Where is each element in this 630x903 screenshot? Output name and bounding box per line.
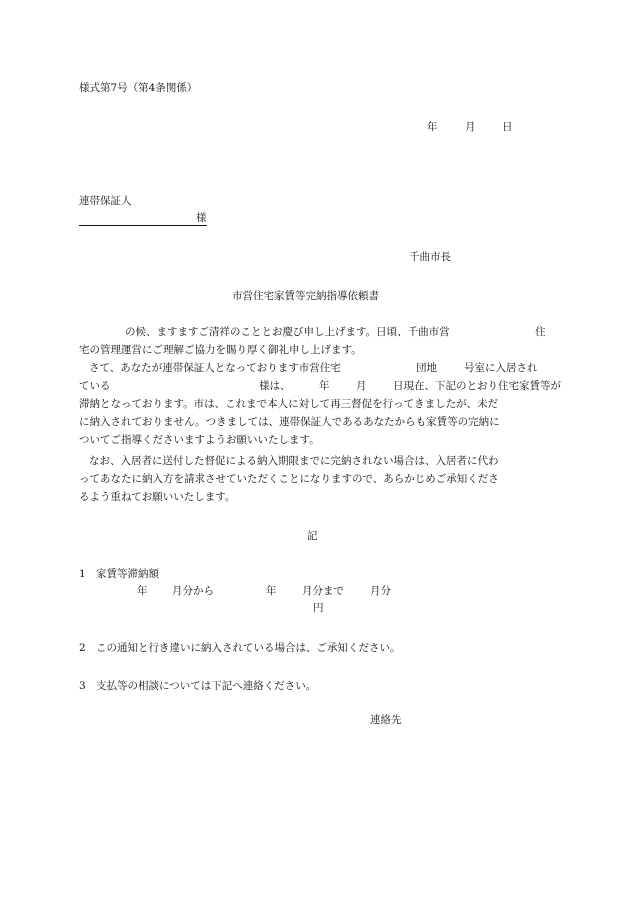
body-p2-line2-rest: 日現在、下記のとおり住宅家賃等が bbox=[393, 380, 561, 392]
item1-from-year: 年 bbox=[137, 585, 148, 597]
body-p3-line3: るよう重ねてお願いいたします。 bbox=[79, 491, 236, 503]
item2-number: 2 bbox=[79, 642, 86, 654]
item1-number: 1 bbox=[79, 568, 86, 580]
item3-number: 3 bbox=[79, 680, 86, 692]
item1-months: 月分 bbox=[370, 585, 391, 597]
item1-to-year: 年 bbox=[266, 585, 277, 597]
body-p2-line2-month: 月 bbox=[356, 380, 367, 392]
addressee-honorific: 様 bbox=[196, 212, 207, 224]
date-day: 日 bbox=[502, 121, 513, 133]
item3-text: 支払等の相談については下記へ連絡ください。 bbox=[96, 680, 317, 692]
body-p2-danchi: 団地 bbox=[416, 362, 437, 374]
body-p2-line2-year: 年 bbox=[319, 380, 330, 392]
body-p1-line1-end: 住 bbox=[535, 326, 546, 338]
item1-yen: 円 bbox=[313, 602, 324, 614]
ki-heading: 記 bbox=[307, 530, 318, 542]
body-p2-line4: に納入されておりません。つきましては、連帯保証人であるあなたからも家賃等の完納に bbox=[79, 416, 500, 428]
body-p2-line1: さて、あなたが連帯保証人となっております市営住宅 bbox=[89, 362, 341, 374]
contact-label: 連絡先 bbox=[370, 714, 402, 726]
body-p1-line1: の候、ますますご清祥のこととお慶び申し上げます。日頃、千曲市営 bbox=[125, 326, 450, 338]
item1-label: 家賃等滞納額 bbox=[96, 568, 159, 580]
date-year: 年 bbox=[427, 121, 438, 133]
body-p1-line2: 宅の管理運営にご理解ご協力を賜り厚く御礼申し上げます。 bbox=[79, 344, 362, 356]
date-line bbox=[427, 120, 513, 134]
addressee-name-line bbox=[79, 225, 207, 226]
date-month: 月 bbox=[465, 121, 476, 133]
body-p2-line2-sama: 様は、 bbox=[259, 380, 291, 392]
body-p2-line5: ついてご指導くださいますようお願いいたします。 bbox=[79, 434, 320, 446]
item1-from-month: 月分から bbox=[172, 585, 214, 597]
item2-text: この通知と行き違いに納入されている場合は、ご承知ください。 bbox=[96, 642, 401, 654]
document-title: 市営住宅家賃等完納指導依頼書 bbox=[232, 290, 379, 302]
form-label: 様式第7号（第4条関係） bbox=[79, 82, 198, 94]
body-p2-line3: 滞納となっております。市は、これまで本人に対して再三督促を行ってきましたが、未だ bbox=[79, 398, 499, 410]
body-p3-line1: なお、入居者に送付した督促による納入期限までに完納されない場合は、入居者に代わ bbox=[89, 455, 499, 467]
item1-to-month: 月分まで bbox=[302, 585, 344, 597]
addressee-role: 連帯保証人 bbox=[79, 195, 132, 207]
body-p2-line2-start: ている bbox=[79, 380, 111, 392]
body-p2-gou: 号室に入居され bbox=[464, 362, 538, 374]
body-p3-line2: ってあなたに納入方を請求させていただくことになりますので、あらかじめご承知くださ bbox=[79, 473, 499, 485]
sender-name: 千曲市長 bbox=[409, 251, 451, 263]
